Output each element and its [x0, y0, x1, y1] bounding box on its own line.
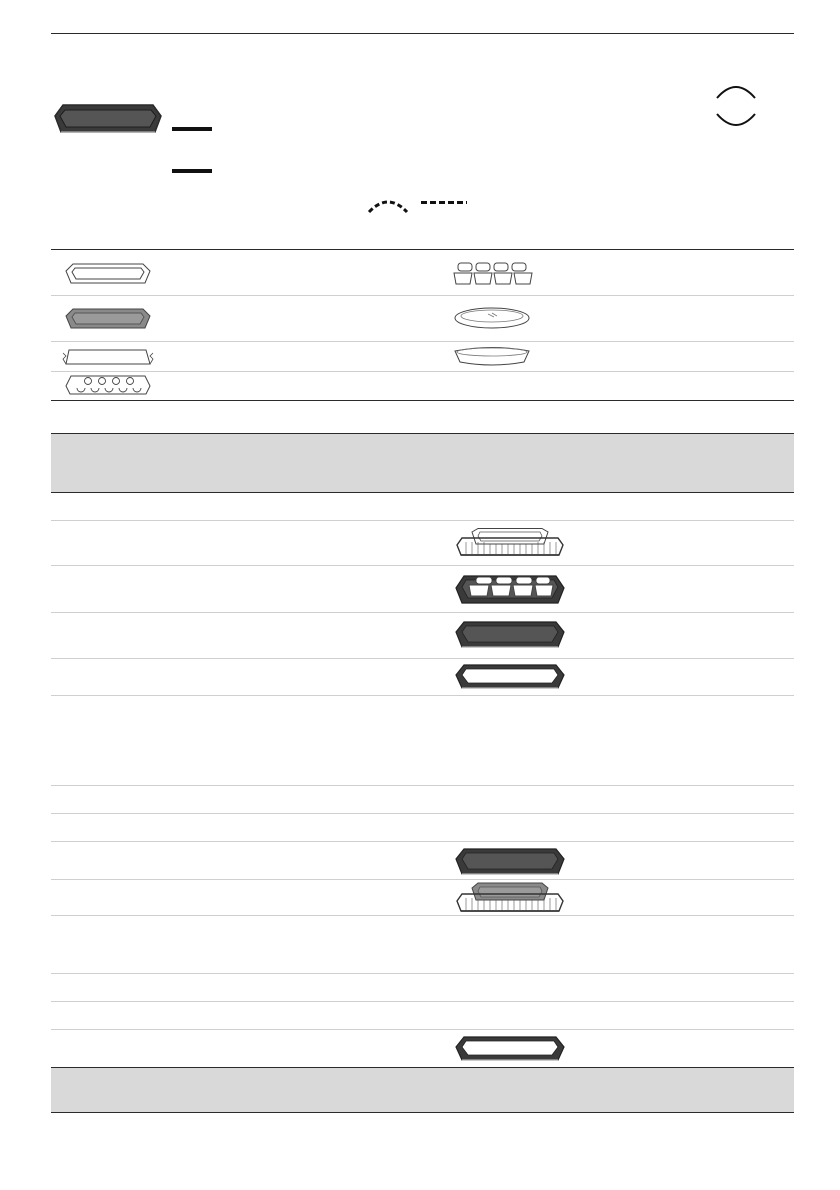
circular-bracket-icon [714, 80, 758, 132]
round-pizza-pan-icon [452, 305, 532, 333]
muffin-tray-icon [64, 374, 152, 398]
table-row-divider [51, 612, 794, 613]
solid-shelf-line-icon-2 [172, 169, 212, 173]
table-row-divider [51, 1029, 794, 1030]
table-bottom-rule [51, 1112, 794, 1113]
table-row-divider [51, 813, 794, 814]
table-row-divider [51, 841, 794, 842]
table-header-rule [51, 492, 794, 493]
accessories-row-divider [51, 341, 794, 342]
ramekins-icon [452, 261, 536, 287]
table-row-divider [51, 520, 794, 521]
table-row-divider [51, 658, 794, 659]
round-tart-dish-icon [452, 344, 532, 368]
table-footer-top-rule [51, 1067, 794, 1068]
table-row-divider [51, 879, 794, 880]
table-row-divider [51, 695, 794, 696]
table-header-row [51, 433, 794, 492]
dark-baking-tray-icon [454, 620, 566, 650]
dashed-line-icon [421, 201, 467, 204]
table-top-rule [51, 433, 794, 434]
table-row-divider [51, 915, 794, 916]
table-row-divider [51, 565, 794, 566]
dark-baking-tray-icon [454, 847, 566, 877]
accessories-top-rule [51, 249, 794, 250]
ramekins-in-dark-tray-icon [454, 572, 566, 606]
solid-shelf-line-icon [172, 127, 212, 131]
table-row-divider [51, 785, 794, 786]
glass-dish-on-wire-rack-icon [454, 528, 566, 558]
grey-tray-on-wire-rack-icon [454, 882, 566, 914]
glass-baking-dish-icon [64, 262, 152, 286]
baking-paper-icon [62, 347, 154, 367]
table-row-divider [51, 1001, 794, 1002]
top-rule [51, 33, 794, 34]
table-row-divider [51, 973, 794, 974]
dark-baking-tray-icon [53, 102, 163, 136]
accessories-row-divider [51, 295, 794, 296]
table-footer-row [51, 1067, 794, 1112]
tray-with-baking-paper-icon [454, 1035, 566, 1063]
accessories-bottom-rule [51, 400, 794, 401]
accessories-row-divider [51, 371, 794, 372]
dashed-arc-icon [366, 196, 410, 214]
grey-baking-tray-icon [64, 307, 152, 331]
tray-with-baking-paper-icon [454, 663, 566, 691]
